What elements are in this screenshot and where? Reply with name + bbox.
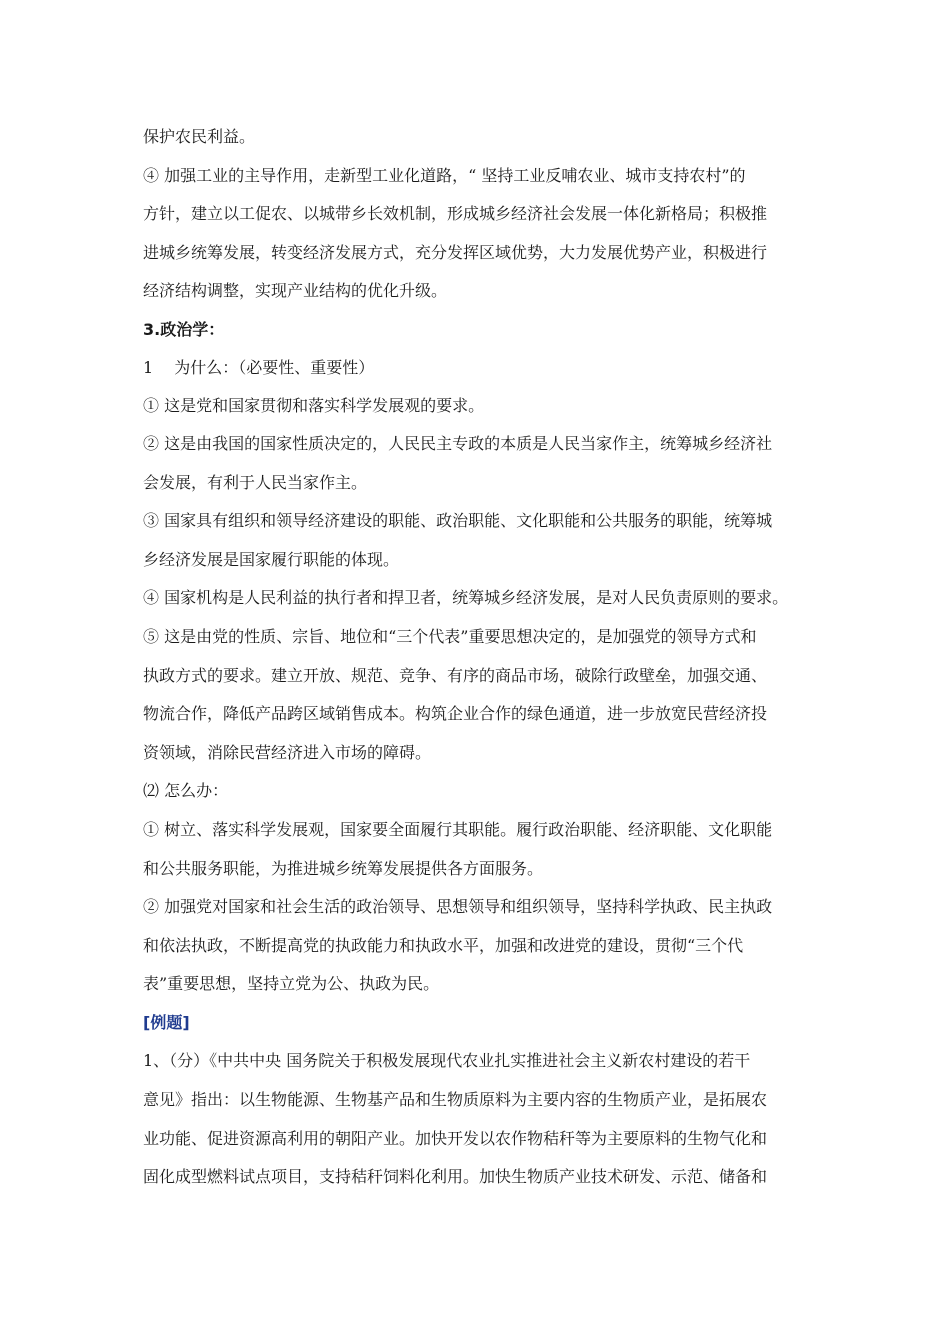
- text-line: ⑵ 怎么办：: [143, 781, 229, 801]
- text-line: 意见》指出：以生物能源、生物基产品和生物质原料为主要内容的生物质产业，是拓展农: [143, 1090, 768, 1110]
- text-line: 物流合作，降低产品跨区域销售成本。构筑企业合作的绿色通道，进一步放宽民营经济投: [143, 704, 768, 724]
- text-line: 和依法执政，不断提高党的执政能力和执政水平，加强和改进党的建设，贯彻“三个代: [143, 935, 744, 955]
- section-heading: 3.政治学：: [143, 319, 225, 339]
- text-line: 经济结构调整，实现产业结构的优化升级。: [143, 281, 448, 301]
- text-line: 会发展，有利于人民当家作主。: [143, 472, 368, 492]
- text-line: ③ 国家具有组织和领导经济建设的职能、政治职能、文化职能和公共服务的职能，统筹城: [143, 511, 773, 531]
- text-line: ② 这是由我国的国家性质决定的，人民民主专政的本质是人民当家作主，统筹城乡经济社: [143, 433, 773, 453]
- document-body: [143, 118, 808, 1197]
- text-line: 业功能、促进资源高利用的朝阳产业。加快开发以农作物秸秆等为主要原料的生物气化和: [143, 1128, 768, 1148]
- text-line: 方针，建立以工促农、以城带乡长效机制，形成城乡经济社会发展一体化新格局；积极推: [143, 204, 768, 224]
- text-line: 1、（分）《中共中央 国务院关于积极发展现代农业扎实推进社会主义新农村建设的若干: [143, 1051, 751, 1071]
- text-line: 资领域，消除民营经济进入市场的障碍。: [143, 742, 432, 762]
- text-line: 乡经济发展是国家履行职能的体现。: [143, 549, 400, 569]
- text-line: 固化成型燃料试点项目，支持秸秆饲料化利用。加快生物质产业技术研发、示范、储备和: [143, 1167, 768, 1187]
- text-line: 执政方式的要求。建立开放、规范、竞争、有序的商品市场，破除行政壁垒，加强交通、: [143, 665, 768, 685]
- text-line: 和公共服务职能，为推进城乡统筹发展提供各方面服务。: [143, 858, 544, 878]
- text-line: ⑤ 这是由党的性质、宗旨、地位和“三个代表”重要思想决定的，是加强党的领导方式和: [143, 626, 757, 646]
- example-heading: [例题]: [143, 1012, 190, 1032]
- text-line: ① 树立、落实科学发展观，国家要全面履行其职能。履行政治职能、经济职能、文化职能: [143, 819, 773, 839]
- text-line: 保护农民利益。: [143, 127, 256, 146]
- text-line: ④ 国家机构是人民利益的执行者和捍卫者，统筹城乡经济发展，是对人民负责原则的要求。: [143, 588, 789, 608]
- text-line: 表”重要思想，坚持立党为公、执政为民。: [143, 974, 440, 994]
- text-line: 进城乡统筹发展，转变经济发展方式，充分发挥区域优势，大力发展优势产业，积极进行: [143, 242, 768, 262]
- text-line: ① 这是党和国家贯彻和落实科学发展观的要求。: [143, 395, 485, 415]
- text-line: ④ 加强工业的主导作用，走新型工业化道路，“ 坚持工业反哺农业、城市支持农村”的: [143, 165, 746, 185]
- text-line: ② 加强党对国家和社会生活的政治领导、思想领导和组织领导，坚持科学执政、民主执政: [143, 897, 773, 917]
- text-line: 1 为什么：（必要性、重要性）: [143, 357, 375, 377]
